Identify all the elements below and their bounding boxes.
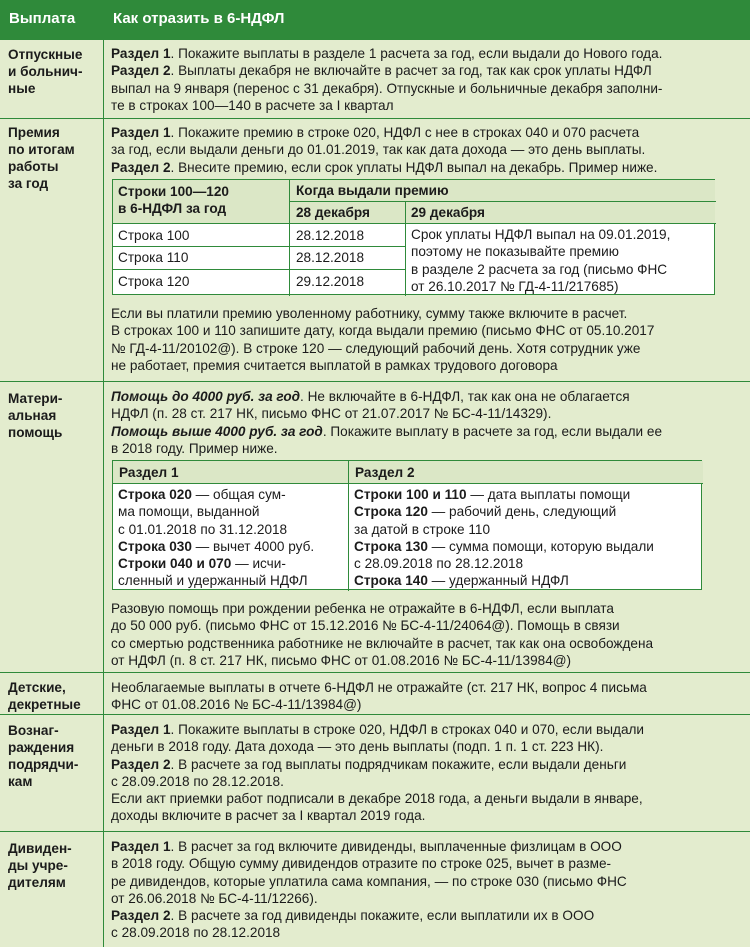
aid-table-head-section2: Раздел 2: [355, 465, 415, 480]
row-label-child: [8, 679, 100, 713]
aid-table-left: [118, 486, 346, 590]
label-line: альная: [8, 408, 57, 423]
bonus-row-name: Строка 120: [118, 274, 190, 289]
label-line: ные: [8, 81, 36, 96]
label-line: Премия: [8, 125, 60, 140]
label-line: Отпускные: [8, 47, 83, 62]
text-line: за год, если выдали деньги до 01.01.2019, так как дата дохода — это день выплаты.: [111, 142, 646, 158]
row-text-dividends: [111, 838, 745, 942]
head-text: в 6-НДФЛ за год: [118, 201, 227, 217]
text-line: со смертью родственника работнике не включайте в расчет, так как она освобождена: [111, 635, 654, 651]
bonus-row-value: 28.12.2018: [296, 250, 365, 265]
column-divider: [103, 0, 104, 947]
bonus-row-name: Строка 110: [118, 250, 189, 265]
text-line: с 28.09.2018 по 28.12.2018: [354, 556, 524, 572]
text-line: Строка 140 — удержанный НДФЛ: [354, 573, 569, 589]
bonus-table-head-when: Когда выдали премию: [296, 183, 449, 198]
text-line: Раздел 2. Внесите премию, если срок уплаты НДФЛ выпал на декабрь. Пример ниже.: [111, 159, 658, 175]
bonus-example-table: [112, 179, 715, 295]
note-line: в разделе 2 расчета за год (письмо ФНС: [411, 261, 668, 277]
text-line: сленный и удержанный НДФЛ: [118, 573, 308, 589]
row-text-child: [111, 679, 745, 714]
text-line: мa помощи, выданной: [118, 504, 260, 520]
note-line: поэтому не показывайте премию: [411, 244, 619, 260]
row-divider: [0, 831, 750, 832]
text-line: Раздел 1. В расчет за год включите дивиденды, выплаченные физлицам в ООО: [111, 839, 622, 854]
label-line: декретные: [8, 697, 81, 712]
row-text-vacation: [111, 45, 745, 114]
label-line: Вознаг-: [8, 723, 59, 738]
label-line: работы: [8, 159, 59, 174]
table-grid-line: [113, 246, 405, 247]
row-divider: [0, 714, 750, 715]
text-line: Раздел 2. Выплаты декабря не включайте в расчет за год, так как срок уплаты НДФЛ: [111, 63, 652, 79]
text-line: от 26.06.2018 № БС-4-11/12266).: [111, 890, 318, 906]
text-line: Строка 130 — сумма помощи, которую выдали: [354, 538, 654, 554]
row-label-aid: [8, 390, 100, 441]
text-line: ре дивидендов, которые уплатила сама компания, — по строке 030 (письмо ФНС: [111, 873, 627, 889]
text-line: Необлагаемые выплаты в отчете 6-НДФЛ не отражайте (ст. 217 НК, вопрос 4 письма: [111, 680, 647, 695]
text-line: доходы включите в расчет за I квартал 2019 года.: [111, 808, 426, 824]
aid-table-head-section1: Раздел 1: [119, 465, 179, 480]
text-line: Если вы платили премию уволенному работнику, сумму также включите в расчет.: [111, 306, 628, 321]
row-label-dividends: [8, 840, 100, 891]
table-grid-line: [113, 269, 405, 270]
label-line: ды учре-: [8, 858, 68, 873]
text-line: НДФЛ (п. 28 ст. 217 НК, письмо ФНС от 21.07.2017 № БС-4-11/14329).: [111, 406, 552, 422]
text-line: Если акт приемки работ подписали в декабре 2018 года, а деньги выдали в январе,: [111, 791, 643, 807]
header-col-how: Как отразить в 6-НДФЛ: [113, 10, 285, 27]
table-grid-line: [405, 201, 406, 296]
row-label-contractors: [8, 722, 100, 790]
row-label-bonus: [8, 124, 100, 192]
row-text-contractors: [111, 721, 745, 825]
text-line: № ГД-4-11/20102@). В строке 120 — следующий рабочий день. Хотя сотрудник уже: [111, 340, 641, 356]
text-line: Строки 040 и 070 — исчи-: [118, 556, 286, 572]
label-line: Детские,: [8, 680, 66, 695]
text-line: деньги в 2018 году. Дата дохода — это день выплаты (подп. 1 п. 1 ст. 223 НК).: [111, 739, 604, 755]
label-line: по итогам: [8, 142, 75, 157]
row-divider: [0, 381, 750, 382]
table-grid-line: [290, 201, 716, 202]
row-text-aid: [111, 388, 745, 457]
text-line: не работает, премия считается выплатой в рамках трудового договора: [111, 357, 558, 373]
head-text: Строки 100—120: [118, 184, 229, 199]
label-line: раждения: [8, 740, 75, 755]
bonus-table-head-d29: 29 декабря: [411, 205, 485, 220]
row-text-bonus: [111, 124, 745, 176]
text-line: те в строках 100—140 в расчете за I квартал: [111, 97, 394, 113]
bonus-table-head-d28: 28 декабря: [296, 205, 370, 220]
text-line: Строки 100 и 110 — дата выплаты помощи: [354, 487, 631, 502]
label-line: дителям: [8, 875, 66, 890]
bonus-row-value: 28.12.2018: [296, 228, 365, 243]
text-line: Раздел 2. В расчете за год выплаты подрядчикам покажите, если выдали деньги: [111, 756, 627, 772]
text-line: Раздел 1. Покажите выплаты в разделе 1 расчета за год, если выдали до Нового года.: [111, 46, 663, 61]
text-line: В строках 100 и 110 запишите дату, когда выдали премию (письмо ФНС от 05.10.2017: [111, 323, 655, 339]
bonus-table-head-lines: [118, 183, 229, 218]
text-line: с 28.09.2018 по 28.12.2018.: [111, 773, 284, 789]
note-line: от 26.10.2017 № ГД-4-11/217685): [411, 278, 619, 294]
table-grid-line: [289, 180, 290, 296]
text-line: Раздел 2. В расчете за год дивиденды покажите, если выплатили их в ООО: [111, 908, 595, 924]
text-line: Раздел 1. Покажите выплаты в строке 020, НДФЛ в строках 040 и 070, если выдали: [111, 722, 645, 737]
label-line: Дивиден-: [8, 841, 72, 856]
bonus-row-name: Строка 100: [118, 228, 190, 243]
table-grid-line: [113, 223, 716, 224]
label-line: кам: [8, 774, 33, 789]
text-line: ФНС от 01.08.2016 № БС-4-11/13984@): [111, 697, 362, 713]
text-line: от НДФЛ (п. 8 ст. 217 НК, письмо ФНС от 01.08.2016 № БС-4-11/13984@): [111, 652, 572, 668]
text-line: Разовую помощь при рождении ребенка не отражайте в 6-НДФЛ, если выплата: [111, 601, 614, 616]
text-line: до 50 000 руб. (письмо ФНС от 15.12.2016 № БС-4-11/24064@). Помощь в связи: [111, 618, 620, 634]
text-line: выпал на 9 января (перенос с 31 декабря). Отпускные и больничные декабря заполни-: [111, 80, 663, 96]
table-grid-line: [113, 483, 703, 484]
text-line: с 28.09.2018 по 28.12.2018: [111, 925, 281, 941]
row-divider: [0, 672, 750, 673]
text-line: Строка 120 — рабочий день, следующий: [354, 504, 617, 520]
text-line: Строка 030 — вычет 4000 руб.: [118, 538, 315, 554]
bonus-table-note: [411, 226, 711, 295]
text-line: в 2018 году. Пример ниже.: [111, 440, 278, 456]
text-line: в 2018 году. Общую сумму дивидендов отразите по строке 025, вычет в разме-: [111, 856, 612, 872]
text-line: за датой в строке 110: [354, 521, 491, 537]
header-col-payment: Выплата: [9, 10, 76, 27]
table-grid-line: [348, 461, 349, 591]
aid-after-text: [111, 600, 745, 669]
text-line: Раздел 1. Покажите премию в строке 020, НДФЛ с нее в строках 040 и 070 расчета: [111, 125, 640, 140]
label-line: за год: [8, 176, 49, 191]
label-line: и больнич-: [8, 64, 83, 79]
label-line: подрядчи-: [8, 757, 79, 772]
row-divider: [0, 118, 750, 119]
aid-example-table: [112, 460, 702, 590]
bonus-after-text: [111, 305, 745, 374]
text-line: Помощь выше 4000 руб. за год. Покажите выплату в расчете за год, если выдали ее: [111, 423, 663, 439]
text-line: с 01.01.2018 по 31.12.2018: [118, 521, 288, 537]
aid-table-right: [354, 486, 699, 590]
table-header: [0, 0, 750, 40]
bonus-row-value: 29.12.2018: [296, 274, 365, 289]
label-line: Матери-: [8, 391, 63, 406]
text-line: Строка 020 — общая сум-: [118, 487, 286, 502]
text-line: Помощь до 4000 руб. за год. Не включайте в 6-НДФЛ, так как она не облагается: [111, 389, 630, 404]
label-line: помощь: [8, 425, 63, 440]
note-line: Срок уплаты НДФЛ выпал на 09.01.2019,: [411, 227, 671, 242]
row-label-vacation: [8, 46, 100, 97]
